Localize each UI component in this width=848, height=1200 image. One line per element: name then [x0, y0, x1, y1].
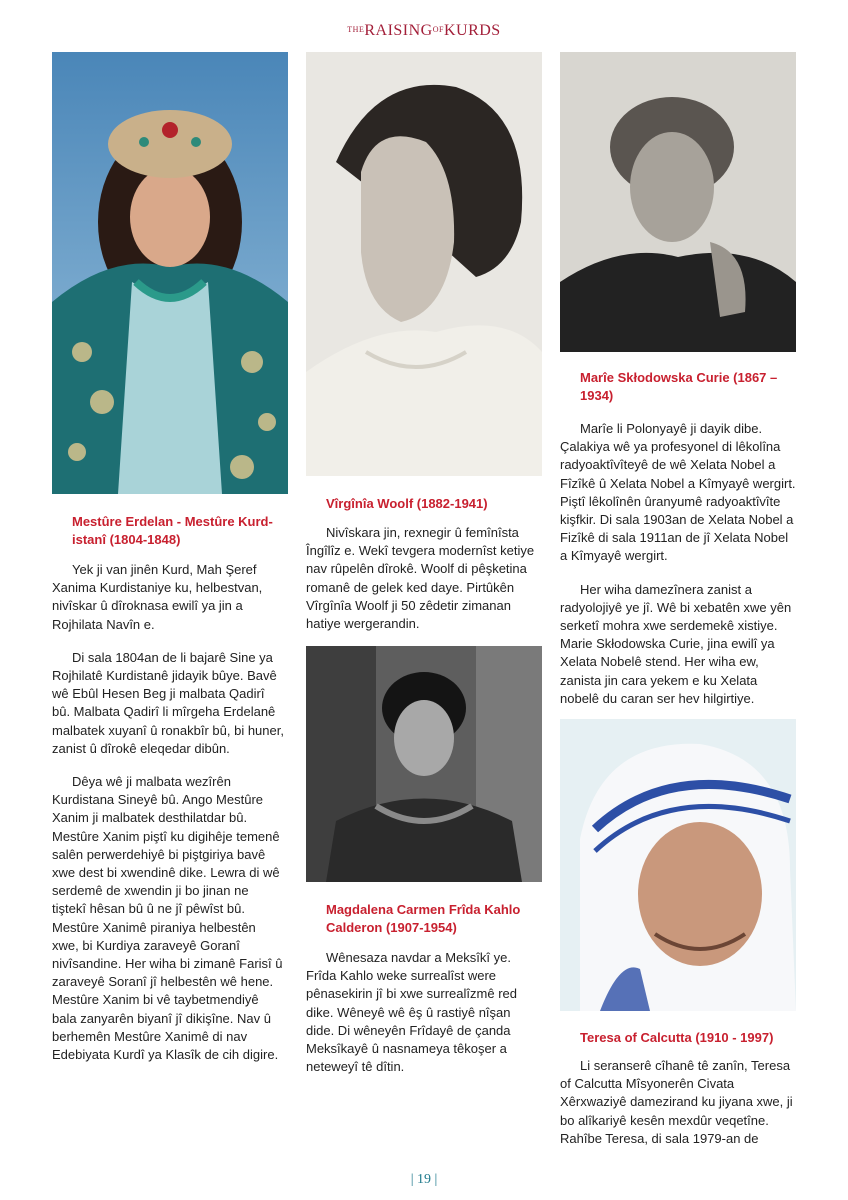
- heading-marie-curie: Marîe Skłodowska Curie (1867 –1934): [580, 370, 778, 403]
- heading-frida-kahlo: Magdalena Carmen Frîda Kahlo Calderon (1907-1954): [326, 902, 521, 935]
- portrait-marie-curie: [560, 52, 796, 352]
- heading-mesture-erdelan: Mestûre Erdelan - Mestûre Kurd-istanî (1804-1848): [72, 514, 273, 547]
- paragraph: Wênesaza navdar a Meksîkî ye. Frîda Kahlo weke surrealîst were pênasekirin jî bi xwe surrealîzmê red dike. Wêneyê wê êş û rastiyê nîşan dide. Di wêneyên Frîdayê de çanda Meksîkayê û nasnameya têkoşer a neteweyî tê dîtin.: [306, 950, 517, 1075]
- paragraph: Li seranserê cîhanê tê zanîn, Teresa of Calcutta Mîsyonerên Civata Xêrxwaziyê damezirand ku jiyana xwe, ji bo alîkariyê kesên mexdûr veqetîne. Rahîbe Teresa, di sala 1979-an de: [560, 1058, 793, 1146]
- text-virginia-woolf: [306, 524, 542, 648]
- page-number: | 19 |: [410, 1172, 438, 1187]
- text-frida-kahlo: [306, 949, 542, 1091]
- heading-teresa-of-calcutta: Teresa of Calcutta (1910 - 1997): [580, 1030, 774, 1045]
- paragraph: Her wiha damezînera zanist a radyolojiyê ye jî. Wê bi xebatên xwe yên serketî mohra xwe serdemekê xistiye. Marie Skłodowska Curie, jina ewilî ya Xelata Nobelê stend. Her wiha ew, zanista jin cara yekem e ku Xelata nobelê du caran ser hev hilgirtiye.: [560, 581, 792, 706]
- paragraph: Di sala 1804an de li bajarê Sine ya Rojhilatê Kurdistanê jidayik bûye. Bavê wê Ebûl Hesen Beg ji malbata Qadirî bû. Malbata Qadirî li mîrgeha Erdelanê malbatek xuyanî û ronakbîr bû, bi huner, zanist û dîrokê eleqedar dibûn.: [52, 649, 284, 756]
- portrait-mesture-erdelan: [52, 52, 288, 494]
- portrait-teresa-of-calcutta: [560, 719, 796, 1011]
- paragraph: Marîe li Polonyayê ji dayik dibe. Çalakiya wê ya profesyonel di lêkolîna radyoaktîvîteyê de wê Xelata Nobel a Fîzîkê û Xelata Nobel a Kîmyayê wergirt. Piştî lêkolînên ûranyumê radyoaktîvîte kişfkir. Di sala 1903an de Xelata Nobel a Fizîkê di sala 1911an de jî Xelata Nobel a Kîmyayê wergirt.: [560, 421, 796, 564]
- text-teresa-of-calcutta: [560, 1057, 796, 1163]
- text-mesture-erdelan: [52, 561, 286, 1079]
- paragraph: Dêya wê ji malbata wezîrên Kurdistana Sineyê bû. Ango Mestûre Xanim ji malbatek desthilatdar bû. Mestûre Xanim piştî ku digihêje temenê salên perwerdehiyê bi piştgiriya bavê xwe dest bi xwendinê dike. Lewra di wê serdemê de xwendin ji bo jinan ne tiştekî hêsan bû û ne jî pêwîst bû. Mestûre Xanimê piraniya helbestên xwe, bi Kurdiya zaraveyê Goranî nivîsandine. Her wiha bi zimanê Farisî û zaraveyê Soranî jî helbestên wê hene. Mestûre Xanim bi vê taybetmendiyê bala zanyarên biyanî jî dikişîne. Nav û berhemên Mestûre Xanimê di nav Edebiyata Kurdî ya Klasîk de cih digire.: [52, 774, 283, 1063]
- magazine-masthead: $^{THE}RAISING^{OF}KURDS$: [347, 22, 501, 39]
- paragraph: Yek ji van jinên Kurd, Mah Şeref Xanima Kurdistaniye ku, helbestvan, nivîskar û dîroknasa ewilî ya jin a Rojhilata Navîn e.: [52, 562, 263, 632]
- portrait-virginia-woolf: [306, 52, 542, 476]
- heading-virginia-woolf: Vîrgînîa Woolf (1882-1941): [326, 496, 488, 511]
- paragraph: Nivîskara jin, rexnegir û femînîsta Îngîlîz e. Wekî tevgera modernîst ketiye nav rûpelên dîrokê. Woolf di pêşketina romanê de gelek ked daye. Pirtûkên Vîrgînîa Woolf ji 50 zêdetir zimanan hatiye wergerandin.: [306, 525, 535, 632]
- portrait-frida-kahlo: [306, 646, 542, 882]
- text-marie-curie: [560, 420, 796, 723]
